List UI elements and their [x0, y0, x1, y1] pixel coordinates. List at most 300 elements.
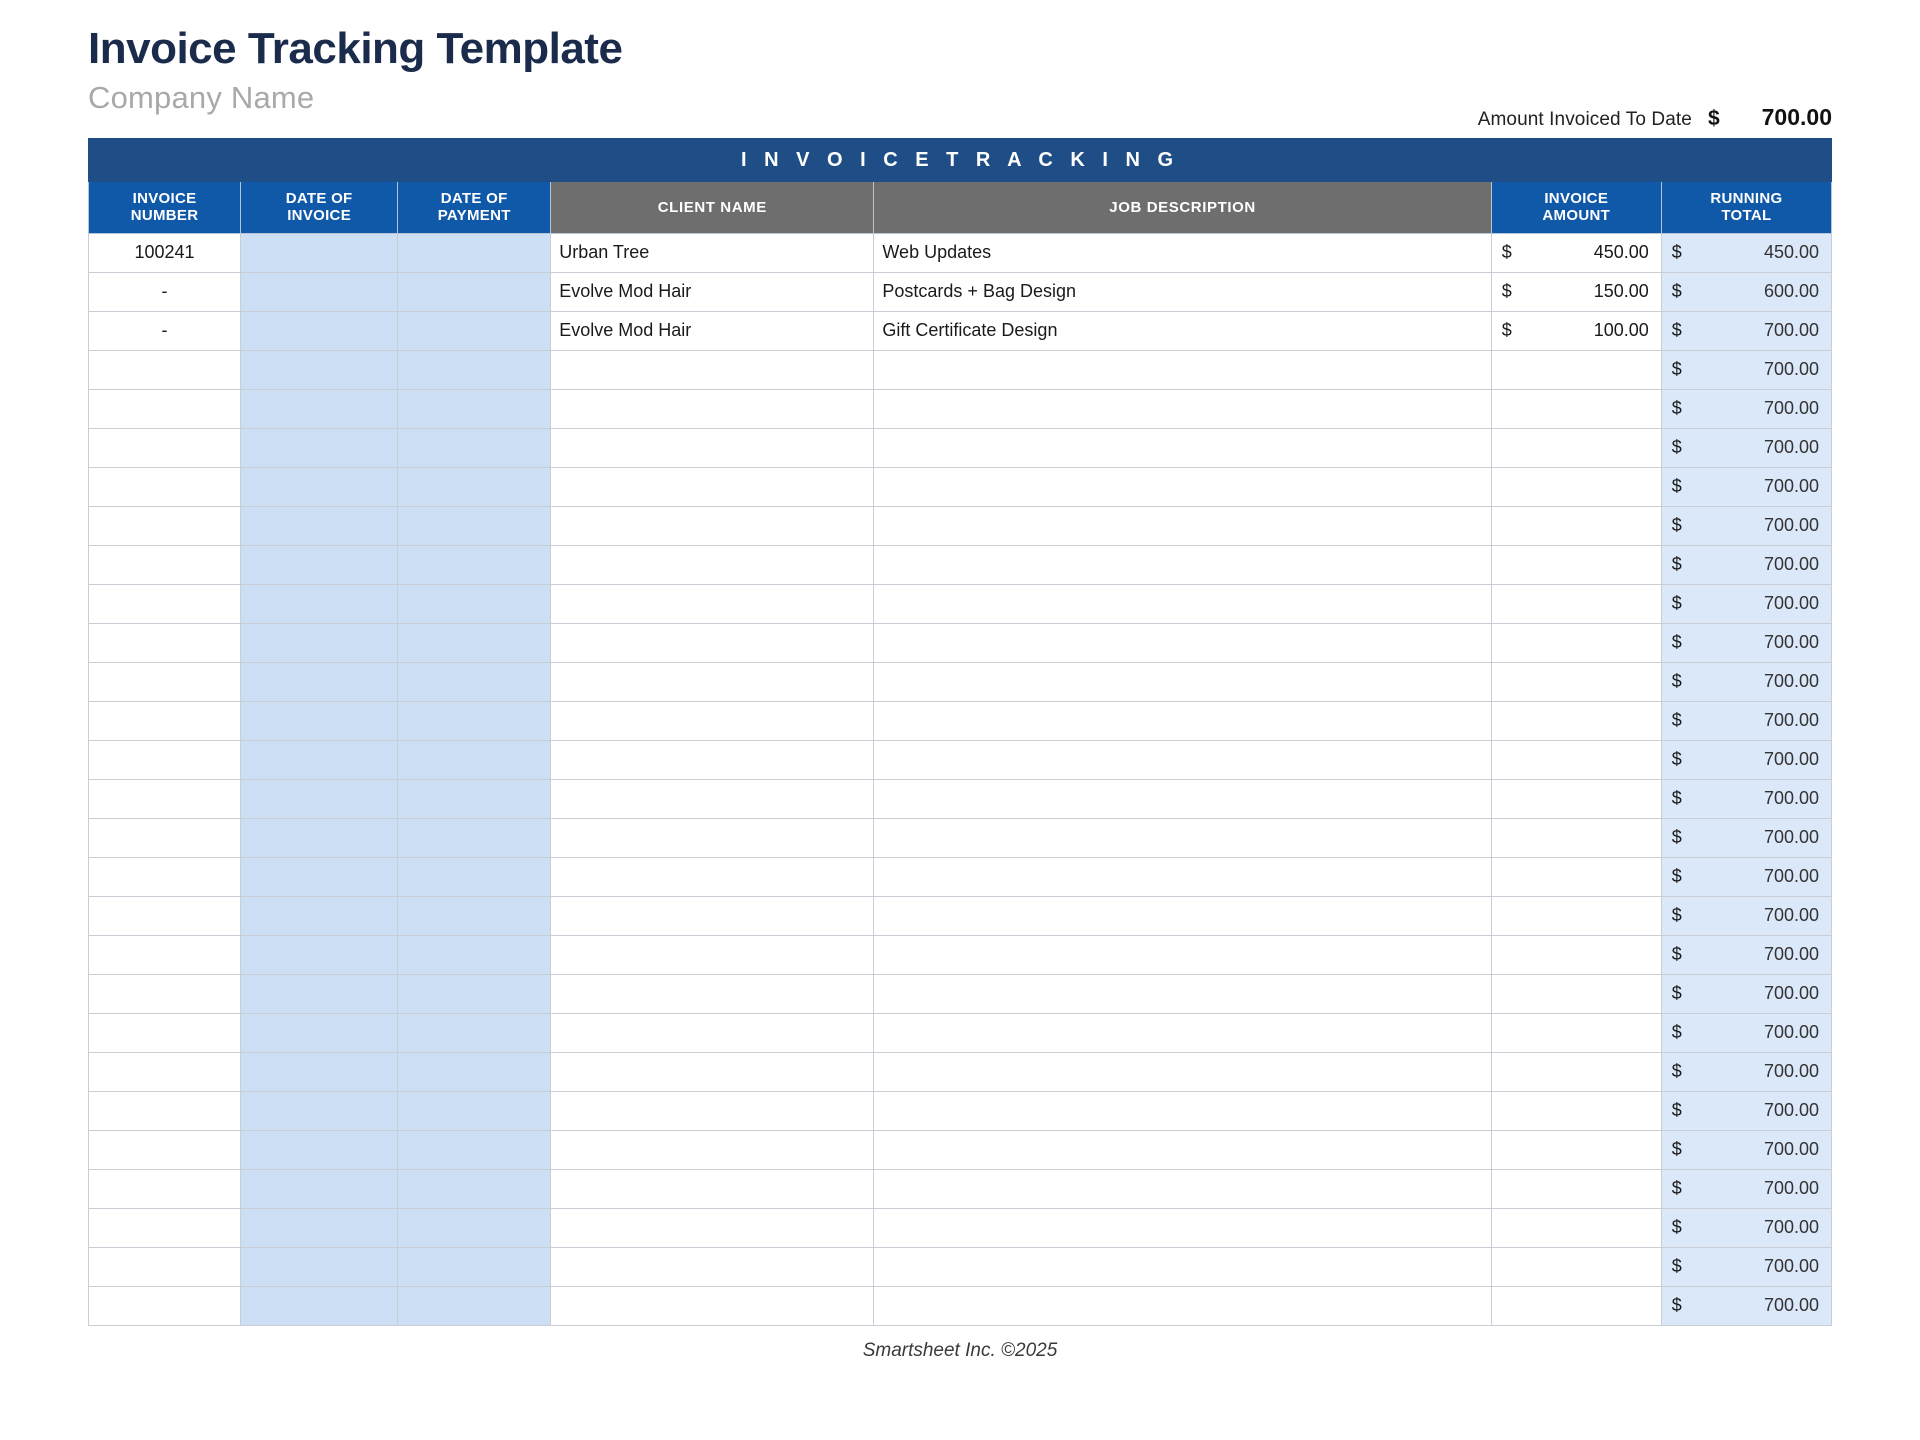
table-row[interactable]	[89, 1130, 1832, 1169]
cell-date-of-invoice[interactable]	[241, 350, 398, 389]
cell-invoice-number[interactable]	[89, 545, 241, 584]
cell-job-description[interactable]	[874, 818, 1491, 857]
cell-job-description[interactable]	[874, 467, 1491, 506]
table-row[interactable]	[89, 467, 1832, 506]
cell-date-of-invoice[interactable]	[241, 389, 398, 428]
table-row[interactable]	[89, 545, 1832, 584]
column-header-date-of-invoice	[241, 182, 398, 234]
cell-job-description[interactable]	[874, 623, 1491, 662]
cell-date-of-payment[interactable]	[398, 857, 551, 896]
cell-invoice-amount[interactable]	[1491, 428, 1661, 467]
cell-job-description[interactable]	[874, 1208, 1491, 1247]
cell-job-description[interactable]	[874, 506, 1491, 545]
column-header-invoice-number	[89, 182, 241, 234]
cell-invoice-number[interactable]	[89, 1286, 241, 1325]
cell-job-description[interactable]	[874, 545, 1491, 584]
cell-invoice-number[interactable]	[89, 779, 241, 818]
cell-date-of-payment[interactable]	[398, 467, 551, 506]
cell-client-name[interactable]	[551, 389, 874, 428]
table-row[interactable]	[89, 1013, 1832, 1052]
cell-date-of-invoice[interactable]	[241, 272, 398, 311]
running-total-value: 700.00	[1763, 944, 1819, 964]
cell-date-of-invoice[interactable]	[241, 1286, 398, 1325]
cell-date-of-invoice[interactable]	[241, 1208, 398, 1247]
cell-date-of-invoice[interactable]	[241, 896, 398, 935]
amount-invoiced-value: 700.00	[1761, 104, 1832, 130]
cell-client-name[interactable]	[551, 1130, 874, 1169]
amount-invoiced-label: Amount Invoiced To Date	[1477, 109, 1692, 130]
cell-client-name[interactable]	[551, 857, 874, 896]
cell-date-of-invoice[interactable]	[241, 857, 398, 896]
currency-symbol: $	[1671, 281, 1682, 301]
currency-symbol: $	[1671, 1178, 1682, 1198]
running-total-value: 700.00	[1763, 671, 1819, 691]
column-header-date-of-invoice-line1: DATE OF	[285, 190, 353, 207]
cell-date-of-payment[interactable]	[398, 350, 551, 389]
cell-client-name[interactable]	[551, 662, 874, 701]
cell-job-description[interactable]: Web Updates	[874, 233, 1491, 272]
cell-invoice-number[interactable]	[89, 974, 241, 1013]
column-header-running-total	[1661, 182, 1831, 234]
running-total-value: 700.00	[1763, 320, 1819, 340]
running-total-value: 700.00	[1763, 1178, 1819, 1198]
cell-invoice-number[interactable]	[89, 1013, 241, 1052]
cell-date-of-invoice[interactable]	[241, 818, 398, 857]
table-row[interactable]	[89, 506, 1832, 545]
running-total-value: 700.00	[1763, 554, 1819, 574]
currency-symbol: $	[1671, 359, 1682, 379]
cell-date-of-invoice[interactable]	[241, 233, 398, 272]
table-row[interactable]	[89, 1169, 1832, 1208]
cell-invoice-number[interactable]	[89, 818, 241, 857]
cell-invoice-amount[interactable]	[1491, 506, 1661, 545]
cell-running-total[interactable]	[1661, 974, 1831, 1013]
cell-client-name[interactable]	[551, 779, 874, 818]
cell-invoice-amount[interactable]	[1491, 233, 1661, 272]
cell-date-of-payment[interactable]	[398, 896, 551, 935]
table-row[interactable]	[89, 1247, 1832, 1286]
running-total-value: 700.00	[1763, 749, 1819, 769]
cell-running-total[interactable]	[1661, 1052, 1831, 1091]
cell-running-total[interactable]	[1661, 1130, 1831, 1169]
table-row[interactable]	[89, 584, 1832, 623]
cell-invoice-amount[interactable]	[1491, 857, 1661, 896]
cell-client-name[interactable]	[551, 428, 874, 467]
cell-invoice-amount[interactable]	[1491, 935, 1661, 974]
cell-running-total[interactable]	[1661, 467, 1831, 506]
cell-invoice-number[interactable]: -	[89, 272, 241, 311]
currency-symbol: $	[1671, 710, 1682, 730]
running-total-value: 700.00	[1763, 1061, 1819, 1081]
invoice-tracking-table	[88, 138, 1832, 1326]
cell-job-description[interactable]	[874, 584, 1491, 623]
cell-job-description[interactable]	[874, 740, 1491, 779]
currency-symbol: $	[1671, 242, 1682, 262]
table-row[interactable]	[89, 701, 1832, 740]
cell-client-name[interactable]	[551, 350, 874, 389]
cell-date-of-payment[interactable]	[398, 974, 551, 1013]
cell-invoice-number[interactable]	[89, 1208, 241, 1247]
cell-date-of-payment[interactable]	[398, 935, 551, 974]
running-total-value: 700.00	[1763, 359, 1819, 379]
cell-date-of-payment[interactable]	[398, 1052, 551, 1091]
cell-client-name[interactable]	[551, 584, 874, 623]
cell-running-total[interactable]	[1661, 1208, 1831, 1247]
cell-date-of-invoice[interactable]	[241, 623, 398, 662]
currency-symbol: $	[1671, 320, 1682, 340]
currency-symbol: $	[1671, 554, 1682, 574]
cell-job-description[interactable]	[874, 701, 1491, 740]
table-banner-row	[89, 139, 1832, 182]
cell-invoice-amount[interactable]	[1491, 1052, 1661, 1091]
cell-invoice-number[interactable]	[89, 428, 241, 467]
cell-invoice-amount[interactable]	[1491, 1286, 1661, 1325]
cell-date-of-payment[interactable]	[398, 1286, 551, 1325]
cell-date-of-payment[interactable]	[398, 272, 551, 311]
cell-invoice-amount[interactable]	[1491, 623, 1661, 662]
cell-invoice-amount[interactable]	[1491, 467, 1661, 506]
invoice-amount-value: 150.00	[1593, 281, 1649, 301]
cell-invoice-amount[interactable]	[1491, 896, 1661, 935]
cell-date-of-payment[interactable]	[398, 584, 551, 623]
running-total-value: 600.00	[1763, 281, 1819, 301]
table-row[interactable]	[89, 896, 1832, 935]
cell-invoice-amount[interactable]	[1491, 272, 1661, 311]
table-row[interactable]	[89, 740, 1832, 779]
currency-symbol: $	[1671, 1022, 1682, 1042]
cell-date-of-payment[interactable]	[398, 818, 551, 857]
cell-client-name[interactable]	[551, 701, 874, 740]
cell-invoice-amount[interactable]	[1491, 1013, 1661, 1052]
column-header-invoice-amount-line2: AMOUNT	[1542, 207, 1611, 225]
column-header-job-description: JOB DESCRIPTION	[874, 182, 1491, 234]
cell-running-total[interactable]	[1661, 584, 1831, 623]
cell-running-total[interactable]	[1661, 623, 1831, 662]
cell-invoice-number[interactable]	[89, 389, 241, 428]
table-row[interactable]	[89, 389, 1832, 428]
cell-running-total[interactable]	[1661, 740, 1831, 779]
cell-client-name[interactable]	[551, 896, 874, 935]
cell-client-name[interactable]	[551, 1052, 874, 1091]
cell-date-of-invoice[interactable]	[241, 779, 398, 818]
column-header-date-of-invoice-line2: INVOICE	[287, 207, 351, 225]
page-title: Invoice Tracking Template	[88, 24, 623, 73]
cell-date-of-payment[interactable]	[398, 701, 551, 740]
cell-job-description[interactable]: Postcards + Bag Design	[874, 272, 1491, 311]
cell-date-of-payment[interactable]	[398, 506, 551, 545]
cell-client-name[interactable]	[551, 506, 874, 545]
currency-symbol: $	[1671, 1100, 1682, 1120]
table-row[interactable]	[89, 974, 1832, 1013]
cell-running-total[interactable]	[1661, 701, 1831, 740]
cell-date-of-payment[interactable]	[398, 1091, 551, 1130]
cell-invoice-number[interactable]	[89, 662, 241, 701]
cell-invoice-amount[interactable]	[1491, 701, 1661, 740]
cell-invoice-number[interactable]	[89, 1052, 241, 1091]
cell-job-description[interactable]	[874, 389, 1491, 428]
cell-running-total[interactable]	[1661, 935, 1831, 974]
cell-date-of-invoice[interactable]	[241, 935, 398, 974]
cell-invoice-number[interactable]	[89, 896, 241, 935]
currency-symbol: $	[1501, 242, 1512, 262]
cell-running-total[interactable]	[1661, 1169, 1831, 1208]
cell-running-total[interactable]	[1661, 1286, 1831, 1325]
currency-symbol: $	[1671, 476, 1682, 496]
table-row[interactable]	[89, 623, 1832, 662]
cell-invoice-number[interactable]: -	[89, 311, 241, 350]
cell-invoice-amount[interactable]	[1491, 740, 1661, 779]
table-row[interactable]	[89, 857, 1832, 896]
cell-job-description[interactable]	[874, 1091, 1491, 1130]
cell-client-name[interactable]	[551, 740, 874, 779]
cell-client-name[interactable]	[551, 1013, 874, 1052]
cell-running-total[interactable]	[1661, 389, 1831, 428]
running-total-value: 700.00	[1763, 632, 1819, 652]
currency-symbol: $	[1671, 983, 1682, 1003]
cell-invoice-amount[interactable]	[1491, 389, 1661, 428]
column-header-invoice-number-line2: NUMBER	[130, 207, 199, 225]
currency-symbol: $	[1671, 1295, 1682, 1315]
cell-date-of-invoice[interactable]	[241, 1169, 398, 1208]
table-body	[89, 233, 1832, 1325]
running-total-value: 700.00	[1763, 827, 1819, 847]
cell-date-of-invoice[interactable]	[241, 584, 398, 623]
cell-date-of-payment[interactable]	[398, 545, 551, 584]
currency-symbol: $	[1671, 866, 1682, 886]
cell-job-description[interactable]	[874, 428, 1491, 467]
cell-running-total[interactable]	[1661, 1247, 1831, 1286]
cell-date-of-invoice[interactable]	[241, 1247, 398, 1286]
running-total-value: 700.00	[1763, 710, 1819, 730]
column-header-invoice-number-line1: INVOICE	[132, 190, 197, 207]
table-row[interactable]	[89, 272, 1832, 311]
cell-job-description[interactable]	[874, 779, 1491, 818]
cell-invoice-amount[interactable]	[1491, 584, 1661, 623]
cell-invoice-number[interactable]	[89, 1130, 241, 1169]
running-total-value: 700.00	[1763, 1139, 1819, 1159]
cell-running-total[interactable]	[1661, 818, 1831, 857]
table-row[interactable]	[89, 233, 1832, 272]
currency-symbol: $	[1671, 749, 1682, 769]
cell-running-total[interactable]	[1661, 1013, 1831, 1052]
table-banner: I N V O I C E T R A C K I N G	[89, 139, 1832, 182]
currency-symbol: $	[1671, 905, 1682, 925]
cell-running-total[interactable]	[1661, 662, 1831, 701]
cell-invoice-number[interactable]	[89, 1247, 241, 1286]
currency-symbol: $	[1671, 671, 1682, 691]
cell-invoice-amount[interactable]	[1491, 1169, 1661, 1208]
cell-running-total[interactable]	[1661, 779, 1831, 818]
cell-running-total[interactable]	[1661, 896, 1831, 935]
cell-invoice-number[interactable]	[89, 584, 241, 623]
cell-date-of-invoice[interactable]	[241, 740, 398, 779]
column-header-date-of-payment	[398, 182, 551, 234]
cell-invoice-amount[interactable]	[1491, 974, 1661, 1013]
cell-client-name[interactable]	[551, 545, 874, 584]
cell-client-name[interactable]: Evolve Mod Hair	[551, 311, 874, 350]
cell-job-description[interactable]	[874, 974, 1491, 1013]
cell-date-of-invoice[interactable]	[241, 545, 398, 584]
currency-symbol: $	[1501, 281, 1512, 301]
cell-invoice-number[interactable]	[89, 467, 241, 506]
cell-date-of-invoice[interactable]	[241, 311, 398, 350]
currency-symbol: $	[1671, 1217, 1682, 1237]
table-column-header-row	[89, 182, 1832, 234]
cell-date-of-payment[interactable]	[398, 233, 551, 272]
cell-job-description[interactable]	[874, 1052, 1491, 1091]
currency-symbol: $	[1671, 437, 1682, 457]
cell-job-description[interactable]	[874, 857, 1491, 896]
cell-client-name[interactable]: Evolve Mod Hair	[551, 272, 874, 311]
cell-job-description[interactable]	[874, 935, 1491, 974]
cell-invoice-number[interactable]	[89, 1091, 241, 1130]
running-total-value: 450.00	[1763, 242, 1819, 262]
cell-invoice-amount[interactable]	[1491, 311, 1661, 350]
table-row[interactable]	[89, 935, 1832, 974]
table-row[interactable]	[89, 428, 1832, 467]
table-row[interactable]	[89, 1052, 1832, 1091]
cell-running-total[interactable]	[1661, 272, 1831, 311]
cell-invoice-number[interactable]	[89, 623, 241, 662]
cell-date-of-payment[interactable]	[398, 1013, 551, 1052]
currency-symbol: $	[1671, 593, 1682, 613]
cell-date-of-invoice[interactable]	[241, 428, 398, 467]
company-name: Company Name	[88, 80, 315, 116]
cell-invoice-number[interactable]	[89, 701, 241, 740]
currency-symbol: $	[1671, 632, 1682, 652]
cell-invoice-amount[interactable]	[1491, 818, 1661, 857]
currency-symbol: $	[1671, 944, 1682, 964]
table-row[interactable]	[89, 818, 1832, 857]
cell-date-of-payment[interactable]	[398, 1247, 551, 1286]
cell-date-of-payment[interactable]	[398, 623, 551, 662]
cell-job-description[interactable]: Gift Certificate Design	[874, 311, 1491, 350]
cell-date-of-invoice[interactable]	[241, 1091, 398, 1130]
cell-invoice-number[interactable]	[89, 350, 241, 389]
cell-client-name[interactable]	[551, 623, 874, 662]
cell-client-name[interactable]	[551, 935, 874, 974]
cell-date-of-invoice[interactable]	[241, 1130, 398, 1169]
cell-invoice-amount[interactable]	[1491, 662, 1661, 701]
running-total-value: 700.00	[1763, 905, 1819, 925]
cell-date-of-payment[interactable]	[398, 311, 551, 350]
running-total-value: 700.00	[1763, 983, 1819, 1003]
cell-date-of-payment[interactable]	[398, 779, 551, 818]
cell-client-name[interactable]	[551, 818, 874, 857]
cell-invoice-number[interactable]	[89, 857, 241, 896]
cell-job-description[interactable]	[874, 1247, 1491, 1286]
cell-invoice-amount[interactable]	[1491, 779, 1661, 818]
invoice-amount-value: 100.00	[1593, 320, 1649, 340]
cell-client-name[interactable]	[551, 1091, 874, 1130]
cell-job-description[interactable]	[874, 1286, 1491, 1325]
cell-date-of-payment[interactable]	[398, 389, 551, 428]
cell-client-name[interactable]	[551, 974, 874, 1013]
running-total-value: 700.00	[1763, 1022, 1819, 1042]
running-total-value: 700.00	[1763, 476, 1819, 496]
column-header-date-of-payment-line2: PAYMENT	[437, 207, 511, 225]
cell-date-of-invoice[interactable]	[241, 701, 398, 740]
cell-running-total[interactable]	[1661, 311, 1831, 350]
cell-running-total[interactable]	[1661, 506, 1831, 545]
running-total-value: 700.00	[1763, 515, 1819, 535]
currency-symbol: $	[1671, 827, 1682, 847]
table-row[interactable]	[89, 1286, 1832, 1325]
cell-date-of-invoice[interactable]	[241, 1013, 398, 1052]
cell-date-of-payment[interactable]	[398, 1169, 551, 1208]
cell-running-total[interactable]	[1661, 545, 1831, 584]
cell-date-of-payment[interactable]	[398, 740, 551, 779]
running-total-value: 700.00	[1763, 788, 1819, 808]
table-row[interactable]	[89, 779, 1832, 818]
cell-invoice-number[interactable]: 100241	[89, 233, 241, 272]
running-total-value: 700.00	[1763, 398, 1819, 418]
cell-client-name[interactable]	[551, 1208, 874, 1247]
cell-client-name[interactable]	[551, 1247, 874, 1286]
cell-invoice-number[interactable]	[89, 935, 241, 974]
invoice-tracking-table-wrapper	[88, 138, 1832, 1326]
cell-client-name[interactable]	[551, 1286, 874, 1325]
cell-running-total[interactable]	[1661, 1091, 1831, 1130]
cell-date-of-invoice[interactable]	[241, 1052, 398, 1091]
column-header-client-name: CLIENT NAME	[551, 182, 874, 234]
cell-date-of-payment[interactable]	[398, 1130, 551, 1169]
running-total-value: 700.00	[1763, 593, 1819, 613]
table-row[interactable]	[89, 662, 1832, 701]
cell-invoice-amount[interactable]	[1491, 1247, 1661, 1286]
cell-running-total[interactable]	[1661, 233, 1831, 272]
cell-date-of-invoice[interactable]	[241, 467, 398, 506]
cell-date-of-invoice[interactable]	[241, 974, 398, 1013]
cell-job-description[interactable]	[874, 896, 1491, 935]
table-row[interactable]	[89, 350, 1832, 389]
cell-invoice-amount[interactable]	[1491, 1208, 1661, 1247]
cell-client-name[interactable]	[551, 467, 874, 506]
cell-job-description[interactable]	[874, 1130, 1491, 1169]
cell-date-of-invoice[interactable]	[241, 506, 398, 545]
table-row[interactable]	[89, 1208, 1832, 1247]
cell-invoice-number[interactable]	[89, 740, 241, 779]
currency-symbol: $	[1671, 788, 1682, 808]
cell-job-description[interactable]	[874, 1169, 1491, 1208]
cell-date-of-payment[interactable]	[398, 428, 551, 467]
cell-date-of-payment[interactable]	[398, 1208, 551, 1247]
cell-invoice-amount[interactable]	[1491, 1091, 1661, 1130]
cell-date-of-payment[interactable]	[398, 662, 551, 701]
table-row[interactable]	[89, 311, 1832, 350]
cell-job-description[interactable]	[874, 662, 1491, 701]
cell-running-total[interactable]	[1661, 428, 1831, 467]
cell-invoice-number[interactable]	[89, 1169, 241, 1208]
cell-invoice-amount[interactable]	[1491, 1130, 1661, 1169]
cell-invoice-amount[interactable]	[1491, 350, 1661, 389]
cell-job-description[interactable]	[874, 350, 1491, 389]
cell-invoice-number[interactable]	[89, 506, 241, 545]
cell-client-name[interactable]: Urban Tree	[551, 233, 874, 272]
cell-date-of-invoice[interactable]	[241, 662, 398, 701]
running-total-value: 700.00	[1763, 866, 1819, 886]
table-row[interactable]	[89, 1091, 1832, 1130]
cell-running-total[interactable]	[1661, 857, 1831, 896]
currency-symbol: $	[1671, 1139, 1682, 1159]
cell-invoice-amount[interactable]	[1491, 545, 1661, 584]
running-total-value: 700.00	[1763, 1100, 1819, 1120]
cell-job-description[interactable]	[874, 1013, 1491, 1052]
cell-running-total[interactable]	[1661, 350, 1831, 389]
cell-client-name[interactable]	[551, 1169, 874, 1208]
invoice-amount-value: 450.00	[1593, 242, 1649, 262]
currency-symbol: $	[1671, 1256, 1682, 1276]
